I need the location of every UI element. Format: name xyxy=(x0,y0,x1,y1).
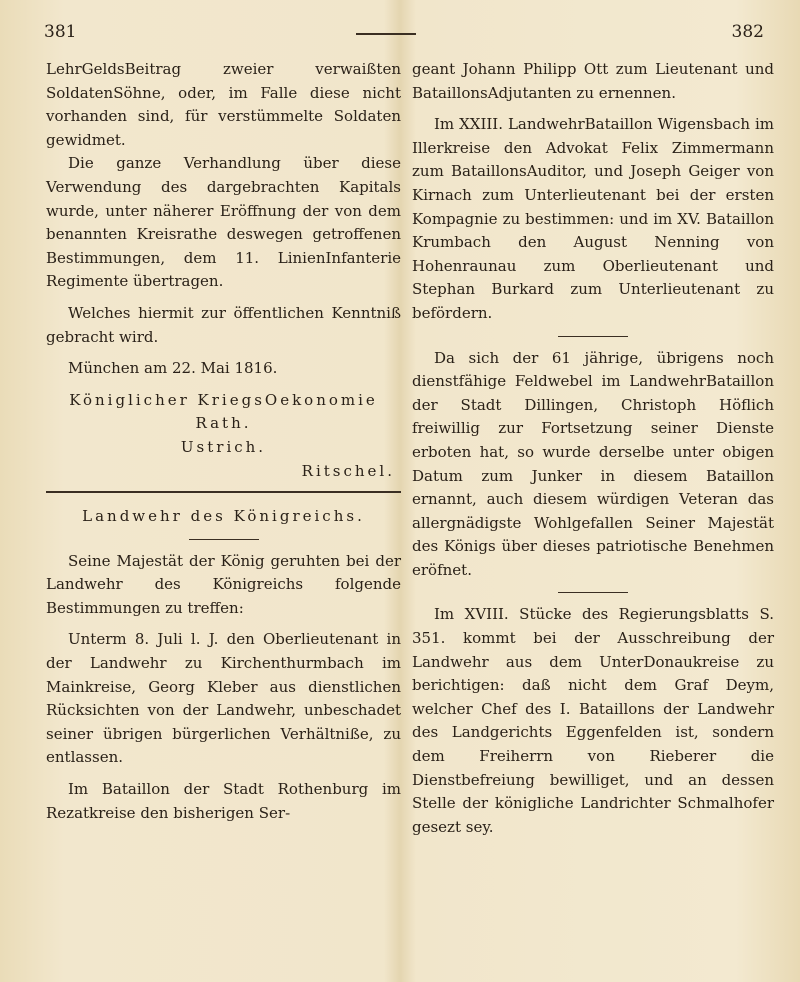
section-divider xyxy=(46,491,401,493)
date-line: München am 22. Mai 1816. xyxy=(68,359,278,378)
paragraph-divider xyxy=(558,592,628,593)
left-column xyxy=(46,58,401,825)
signature-authority: Königlicher KriegsOekonomie Rath. xyxy=(69,390,378,433)
paragraph: geant Johann Philipp Ott zum Lieutenant und BataillonsAdjutanten zu ernennen. xyxy=(412,60,774,102)
section-heading: Landwehr des Königreichs. xyxy=(82,507,365,526)
paragraph: Die ganze Verhandlung über diese Verwendung des dargebrachten Kapitals wurde, unter näherer Eröffnung der von dem benannten Kreisrathe deswegen getroffenen Bestimmungen, dem 11. LinienInfanterie Regimente übertragen. xyxy=(46,154,401,291)
right-column xyxy=(412,58,774,839)
header-rule xyxy=(356,33,416,35)
heading-rule xyxy=(189,539,259,540)
paragraph: Im Bataillon der Stadt Rothenburg im Rezatkreise den bisherigen Ser- xyxy=(46,780,401,822)
paragraph: Unterm 8. Juli l. J. den Oberlieutenant in der Landwehr zu Kirchenthurmbach im Mainkreise, Georg Kleber aus dienstlichen Rücksichten von der Landwehr, unbeschadet seiner übrigen bürgerlichen Verhältniße, zu entlassen. xyxy=(46,630,401,767)
page-number-left: 381 xyxy=(44,22,77,42)
paragraph: Im XVIII. Stücke des Regierungsblatts S. 351. kommt bei der Ausschreibung der Landwehr aus dem UnterDonaukreise zu berichtigen: daß nicht dem Graf Deym, welcher Chef des I. Bataillons der Landwehr des Landgerichts Eggenfelden ist, sondern dem Freiherrn von Rieberer die Dienstbefreiung bewilliget, und an dessen Stelle der königliche Landrichter Schmalhofer gesezt sey. xyxy=(412,605,774,836)
paragraph: Im XXIII. LandwehrBataillon Wigensbach im Illerkreise den Advokat Felix Zimmermann zum BataillonsAuditor, und Joseph Geiger von Kirnach zum Unterlieutenant bei der ersten Kompagnie zu bestimmen: und im XV. Bataillon Krumbach den August Nenning von Hohenraunau zum Oberlieutenant und Stephan Burkard zum Unterlieutenant zu befördern. xyxy=(412,115,774,322)
paragraph: Seine Majestät der König geruhten bei der Landwehr des Königreichs folgende Bestimmungen zu treffen: xyxy=(46,551,401,617)
signature-name: Ritschel. xyxy=(301,461,395,480)
paragraph: LehrGeldsBeitrag zweier verwaißten SoldatenSöhne, oder, im Falle diese nicht vorhanden sind, für verstümmelte Soldaten gewidmet. xyxy=(46,60,401,149)
page-number-right: 382 xyxy=(731,22,764,42)
signature-name: Ustrich. xyxy=(180,437,267,456)
paragraph-divider xyxy=(558,336,628,337)
paragraph: Da sich der 61 jährige, übrigens noch dienstfähige Feldwebel im LandwehrBataillon der Stadt Dillingen, Christoph Höflich freiwillig zur Fortsetzung seiner Dienste erboten hat, so wurde derselbe unter obigen Datum zum Junker in diesem Bataillon ernannt, auch diesem würdigen Veteran das allergnädigste Wohlgefallen Seiner Majestät des Königs über dieses patriotische Benehmen eröfnet. xyxy=(412,348,774,579)
paragraph: Welches hiermit zur öffentlichen Kenntniß gebracht wird. xyxy=(46,303,401,346)
